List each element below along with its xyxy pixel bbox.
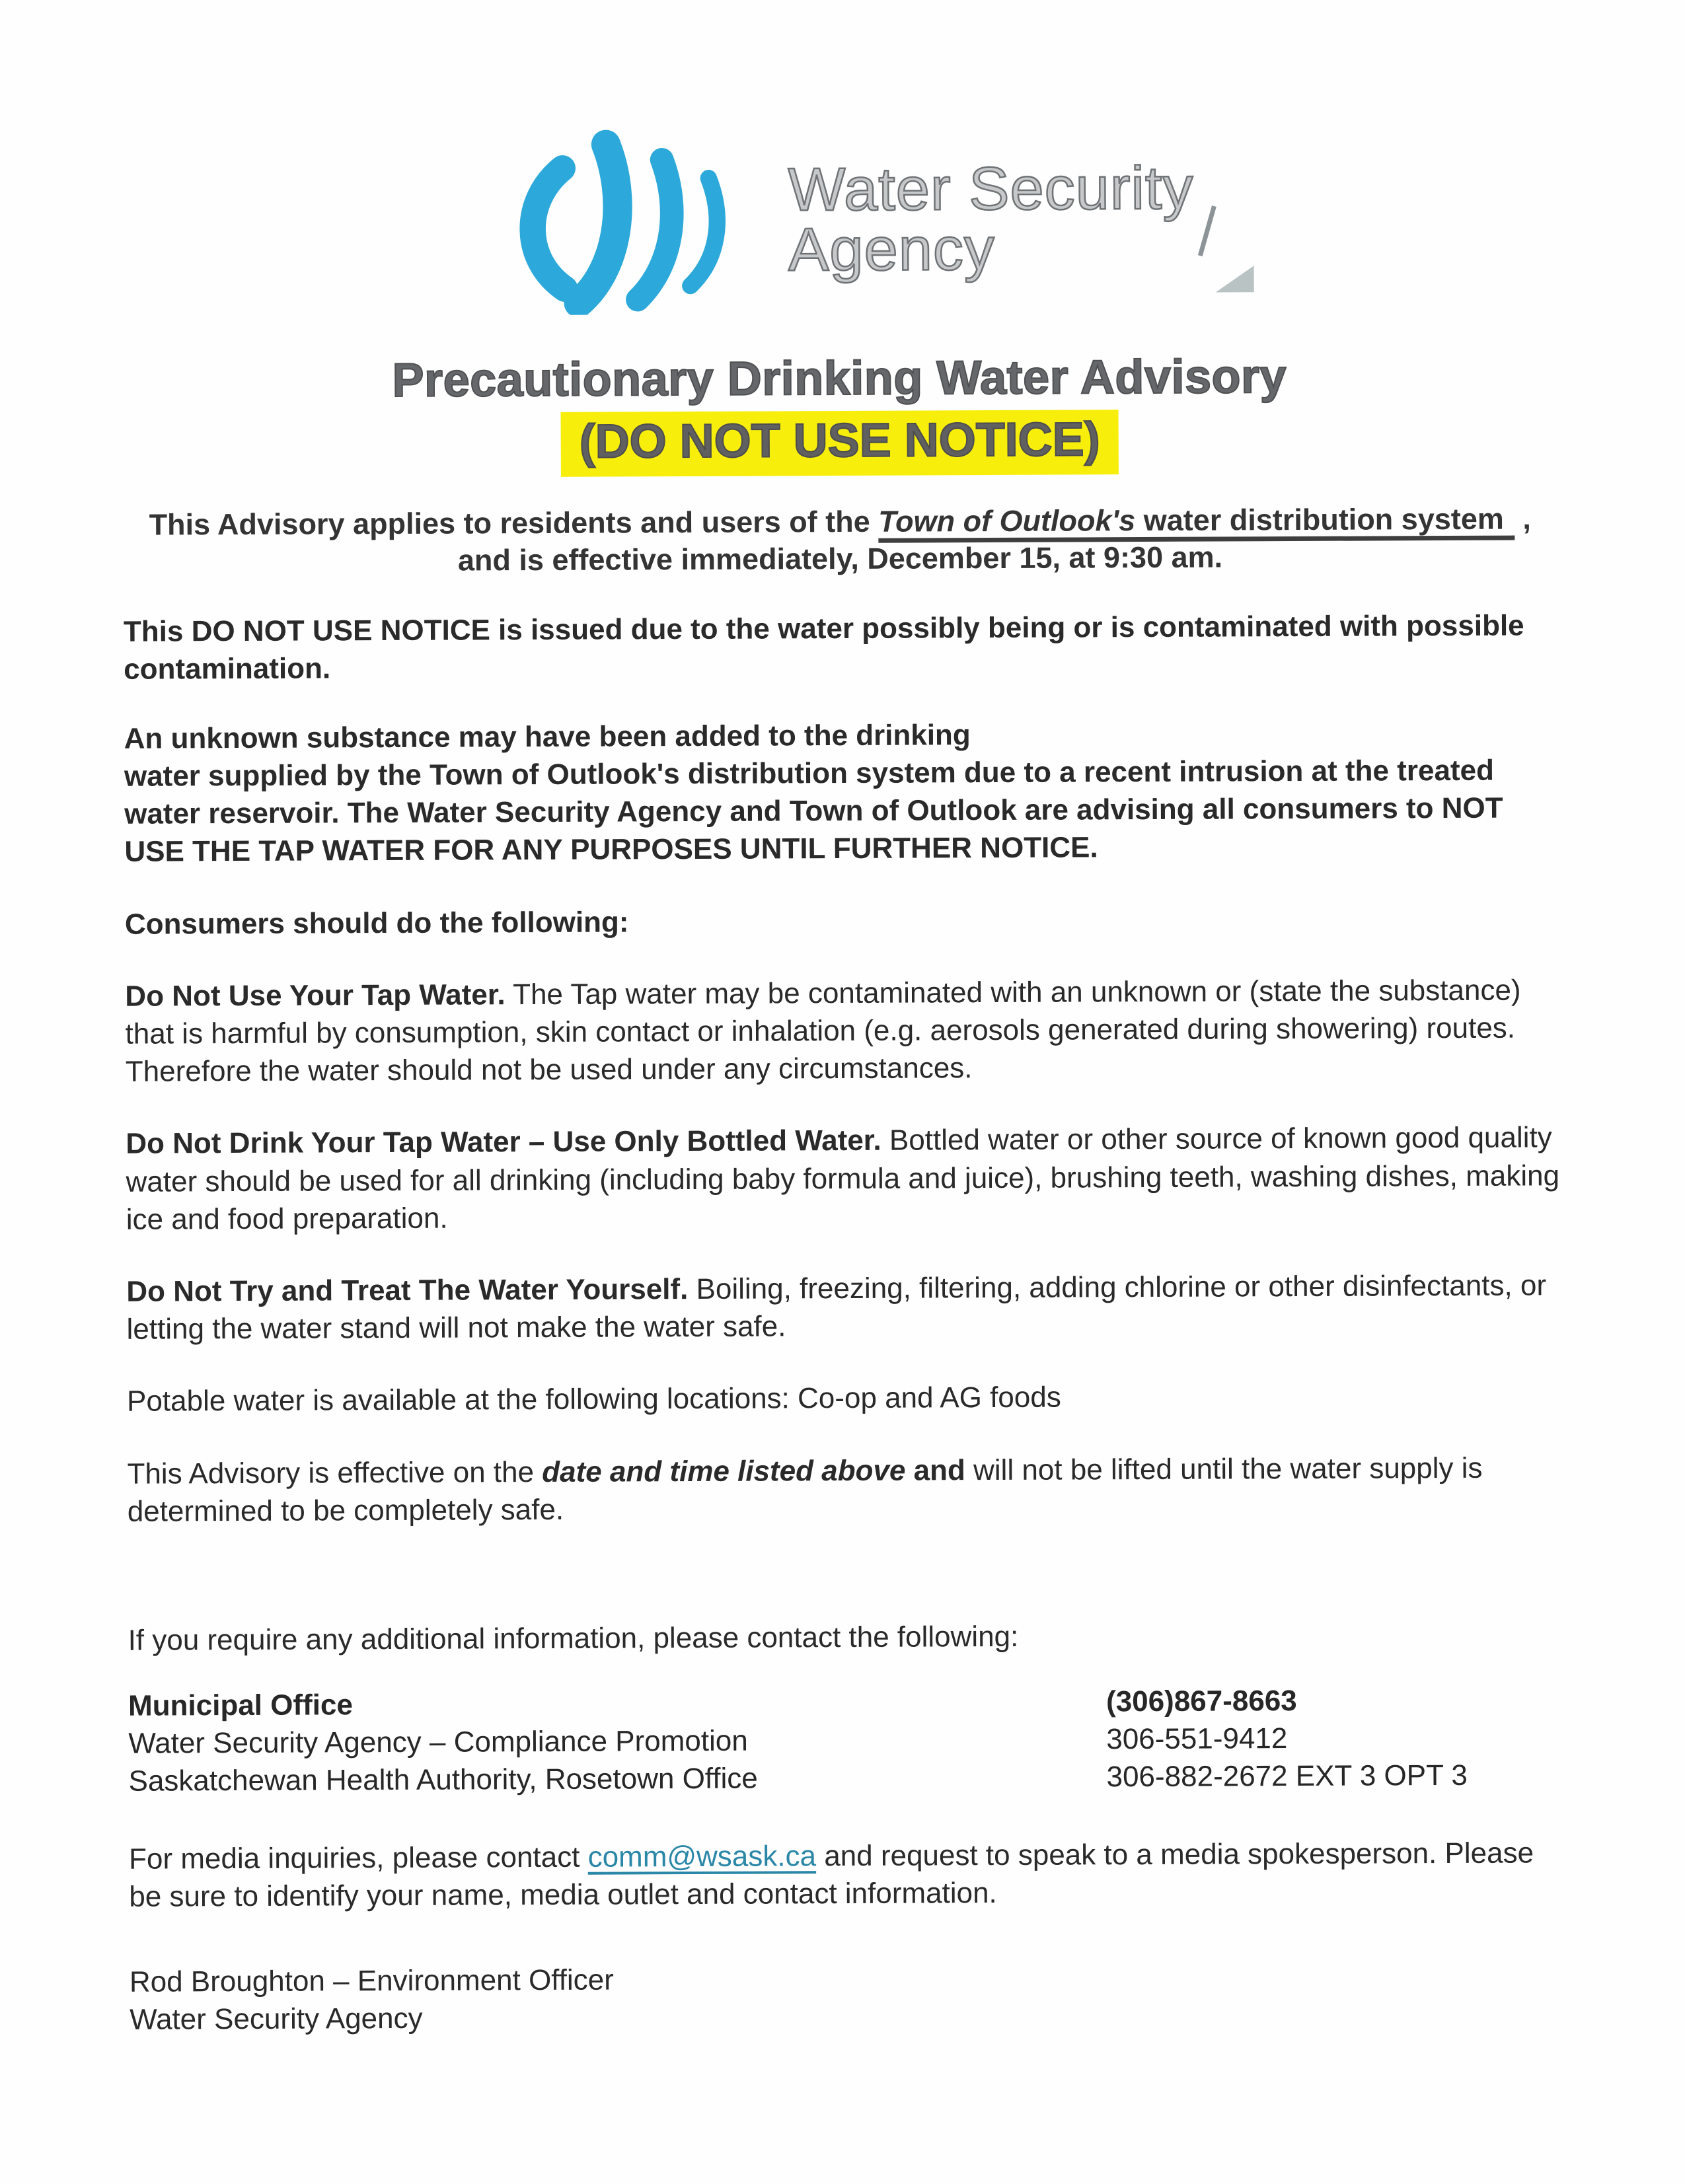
email-link[interactable]: comm@wsask.ca (587, 1839, 817, 1874)
directive-body: Bottled water or other source of known good quality water should be used for all drinking (including baby formula and juice), brushing teeth, washing dishes, making ice and food preparation. (126, 1121, 1560, 1236)
directive-body: Boiling, freezing, filtering, adding chlorine or other disinfectants, or letting the water stand will not make the water safe. (126, 1269, 1547, 1346)
contact-list (128, 1681, 1563, 1800)
media-post: and request to speak to a media spokesperson. Please be sure to identify your name, media outlet and contact information. (129, 1837, 1534, 1913)
contact-row-municipal-office (128, 1681, 1562, 1725)
directive-do-not-drink (126, 1119, 1560, 1239)
directive-body: The Tap water may be contaminated with an unknown or (state the substance) that is harmful by consumption, skin contact or inhalation (e.g. aerosols generated during showering) routes. Therefore the water should not be used under any circumstances. (125, 974, 1521, 1088)
directive-do-not-treat (126, 1266, 1560, 1348)
contact-row-health-authority (128, 1757, 1562, 1801)
contact-row-wsa-compliance (128, 1719, 1562, 1763)
consumers-heading: Consumers should do the following: (124, 906, 629, 941)
directive-lead: Do Not Try and Treat The Water Yourself. (126, 1272, 689, 1308)
signature-name: Rod Broughton – Environment Officer (129, 1963, 614, 1998)
contact-phone: 306-551-9412 (1106, 1722, 1288, 1756)
contamination-source-paragraph (124, 713, 1559, 871)
directive-lead: Do Not Use Your Tap Water. (125, 978, 506, 1013)
slash-mark-icon (1198, 205, 1217, 256)
contact-name: Municipal Office (128, 1689, 353, 1722)
notice-reason-paragraph: This DO NOT USE NOTICE is issued due to the water possibly being or is contaminated with possible contamination. (123, 608, 1524, 686)
effective-date-paragraph (127, 1449, 1561, 1531)
town-name: Town of Outlook's (878, 503, 1136, 538)
contamination-source-line1: An unknown substance may have been added to the drinking (124, 719, 971, 755)
effective-and: and (905, 1453, 965, 1487)
contamination-source-rest: water supplied by the Town of Outlook's distribution system due to a recent intrusion at the treated water reservoir. The Water Security Agency and Town of Outlook are advising all consumers to NOT USE THE TAP WATER FOR ANY PURPOSES UNTIL FURTHER NOTICE. (124, 754, 1503, 869)
signature-org: Water Security Agency (130, 2002, 423, 2036)
effective-post: will not be lifted until the water supply is determined to be completely safe. (127, 1451, 1483, 1528)
contact-phone: 306-882-2672 EXT 3 OPT 3 (1106, 1759, 1468, 1794)
effective-date-line: and is effective immediately, December 15, at 9:30 am. (457, 540, 1223, 577)
page-title: Precautionary Drinking Water Advisory (392, 350, 1287, 407)
contact-phone: (306)867-8663 (1105, 1685, 1297, 1718)
agency-logo-line1: Water Security (788, 155, 1194, 224)
signature-block (130, 1957, 1563, 2039)
intro-comma: , (1514, 501, 1531, 536)
do-not-use-banner-row (123, 408, 1557, 478)
contact-name: Water Security Agency – Compliance Promotion (128, 1724, 748, 1760)
advisory-scope-text (123, 500, 1557, 581)
effective-pre: This Advisory is effective on the (127, 1455, 543, 1490)
agency-logo-line2: Agency (788, 215, 996, 283)
water-system-name (878, 502, 1515, 543)
directive-do-not-use (125, 971, 1559, 1091)
contact-name: Saskatchewan Health Authority, Rosetown Office (128, 1763, 758, 1798)
agency-logo (141, 119, 1556, 320)
triangle-mark-icon (1216, 266, 1254, 292)
intro-pre: This Advisory applies to residents and users of the (149, 504, 879, 542)
media-inquiries-paragraph (129, 1834, 1563, 1916)
scan-pen-mark (1197, 205, 1264, 304)
additional-info-paragraph: If you require any additional information, please contact the following: (128, 1620, 1019, 1657)
water-swoosh-icon (503, 123, 765, 319)
effective-emphasis: date and time listed above (542, 1454, 906, 1488)
potable-water-paragraph: Potable water is available at the following locations: Co-op and AG foods (126, 1381, 1061, 1418)
do-not-use-banner: (DO NOT USE NOTICE) (561, 410, 1119, 477)
directive-lead: Do Not Drink Your Tap Water – Use Only Bottled Water. (126, 1124, 881, 1161)
agency-logo-text (788, 155, 1194, 283)
system-name: water distribution system (1135, 501, 1504, 538)
media-pre: For media inquiries, please contact (128, 1840, 588, 1875)
